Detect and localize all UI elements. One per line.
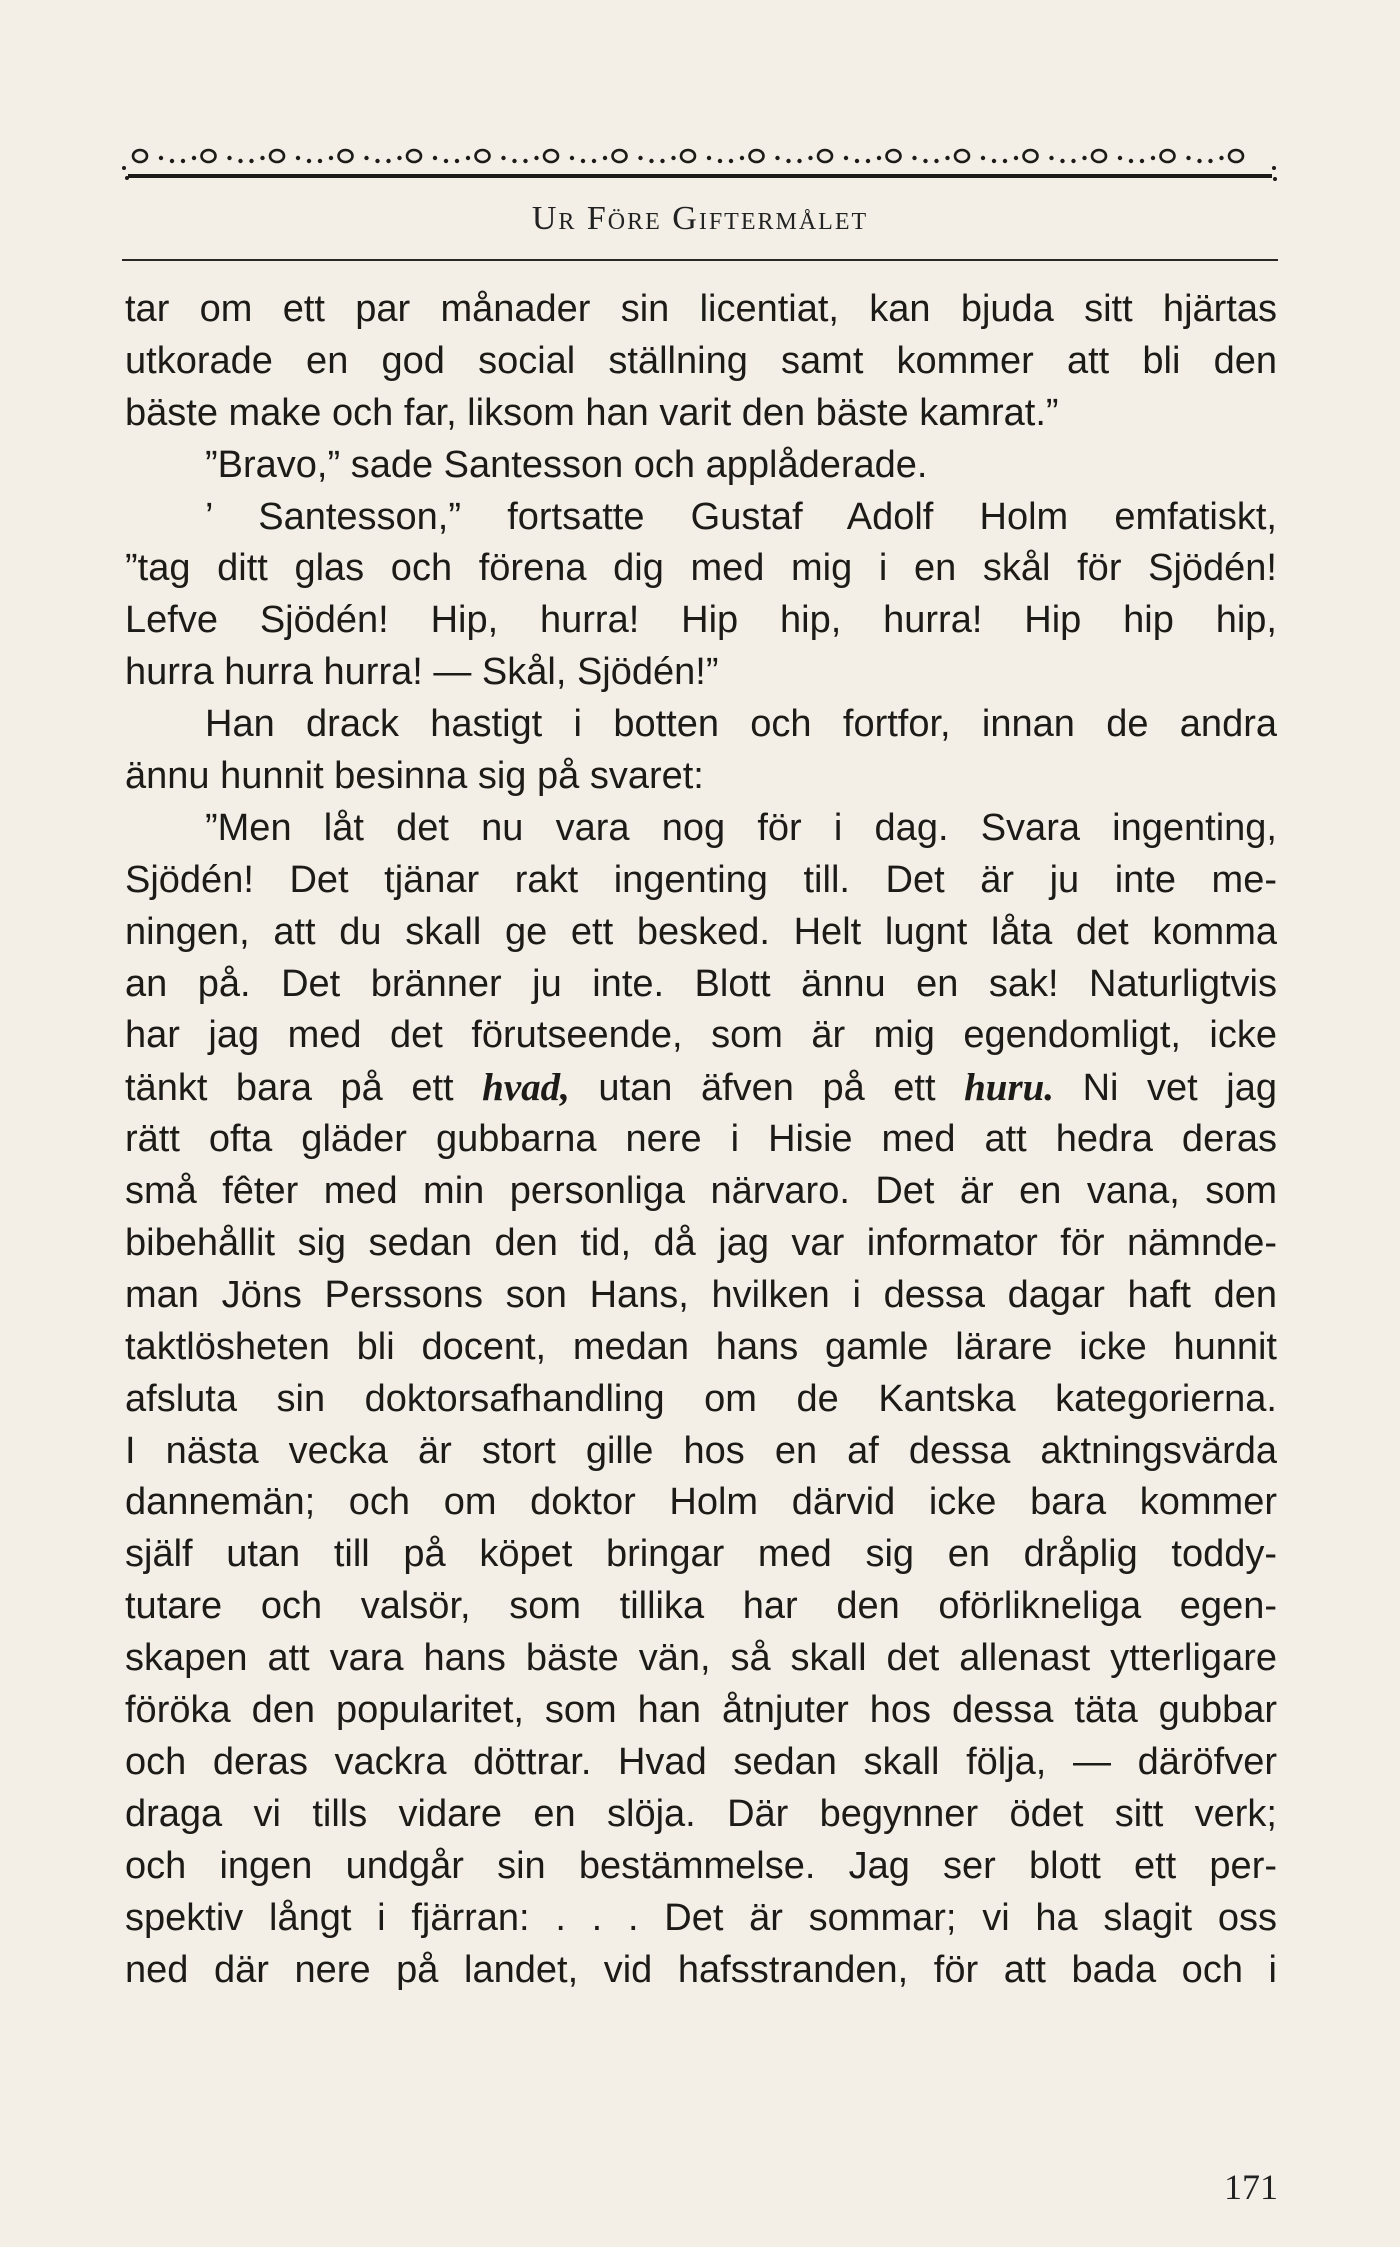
text-line: I nästa vecka är stort gille hos en af dessa aktningsvärda — [125, 1429, 1277, 1472]
header-rule — [122, 259, 1278, 261]
text-line: utkorade en god social ställning samt kommer att bli den — [125, 339, 1277, 382]
text-line: ’ Santesson,” fortsatte Gustaf Adolf Holm emfatiskt, — [205, 495, 1277, 538]
running-head: Ur Före Giftermålet — [531, 200, 869, 237]
text-line: tutare och valsör, som tillika har den oförlikneliga egen- — [125, 1585, 1277, 1628]
ornamental-border — [120, 128, 1280, 188]
text-line: spektiv långt i fjärran: . . . Det är sommar; vi ha slagit oss — [125, 1896, 1277, 1939]
text-line: an på. Det bränner ju inte. Blott ännu en sak! Naturligtvis — [125, 962, 1277, 1005]
text-segment: tänkt bara på ett — [125, 1067, 483, 1110]
text-line: föröka den popularitet, som han åtnjuter hos dessa täta gubbar — [125, 1689, 1277, 1732]
text-line: skapen att vara hans bäste vän, så skall det allenast ytterligare — [125, 1637, 1277, 1680]
text-line: ”Men låt det nu vara nog för i dag. Svara ingenting, — [205, 806, 1277, 849]
text-line: bäste make och far, liksom han varit den bäste kamrat.” — [125, 391, 1059, 434]
text-line: hurra hurra hurra! — Skål, Sjödén!” — [125, 651, 719, 694]
text-line: ännu hunnit besinna sig på svaret: — [125, 755, 704, 798]
text-line: och deras vackra döttrar. Hvad sedan skall följa, — däröfver — [125, 1740, 1277, 1783]
text-line: draga vi tills vidare en slöja. Där begynner ödet sitt verk; — [125, 1792, 1277, 1835]
text-line: ”tag ditt glas och förena dig med mig i en skål för Sjödén! — [125, 547, 1277, 590]
text-line: Han drack hastigt i botten och fortfor, innan de andra — [205, 703, 1277, 746]
italic-word: hvad, — [482, 1066, 570, 1110]
text-line: rätt ofta gläder gubbarna nere i Hisie med att hedra deras — [125, 1118, 1277, 1161]
text-line: ningen, att du skall ge ett besked. Helt lugnt låta det komma — [125, 910, 1277, 953]
text-line: själf utan till på köpet bringar med sig en dråplig toddy- — [125, 1533, 1277, 1576]
text-segment: utan äfven på ett — [569, 1067, 965, 1110]
text-line: tar om ett par månader sin licentiat, kan bjuda sitt hjärtas — [125, 288, 1277, 330]
text-line: och ingen undgår sin bestämmelse. Jag ser blott ett per- — [125, 1844, 1277, 1887]
text-line: små fêter med min personliga närvaro. Det är en vana, som — [125, 1170, 1277, 1213]
text-segment: Ni vet jag — [1054, 1067, 1277, 1110]
text-line: har jag med det förutseende, som är mig egendomligt, icke — [125, 1014, 1277, 1057]
italic-word: huru. — [964, 1066, 1055, 1110]
text-line — [125, 1062, 1277, 1114]
text-line: taktlösheten bli docent, medan hans gamle lärare icke hunnit — [125, 1325, 1277, 1368]
text-line: Lefve Sjödén! Hip, hurra! Hip hip, hurra! Hip hip hip, — [125, 599, 1277, 642]
text-line: ”Bravo,” sade Santesson och applåderade. — [205, 443, 928, 486]
text-line: Sjödén! Det tjänar rakt ingenting till. Det är ju inte me- — [125, 858, 1277, 901]
body-text — [125, 284, 1277, 1996]
text-line: afsluta sin doktorsafhandling om de Kantska kategorierna. — [125, 1377, 1277, 1420]
text-line: bibehållit sig sedan den tid, då jag var informator för nämnde- — [125, 1222, 1277, 1265]
text-line: dannemän; och om doktor Holm därvid icke bara kommer — [125, 1481, 1277, 1524]
text-line: ned där nere på landet, vid hafsstranden, för att bada och i — [125, 1948, 1277, 1991]
page-number: 171 — [1224, 2167, 1278, 2207]
text-line: man Jöns Perssons son Hans, hvilken i dessa dagar haft den — [125, 1273, 1277, 1316]
